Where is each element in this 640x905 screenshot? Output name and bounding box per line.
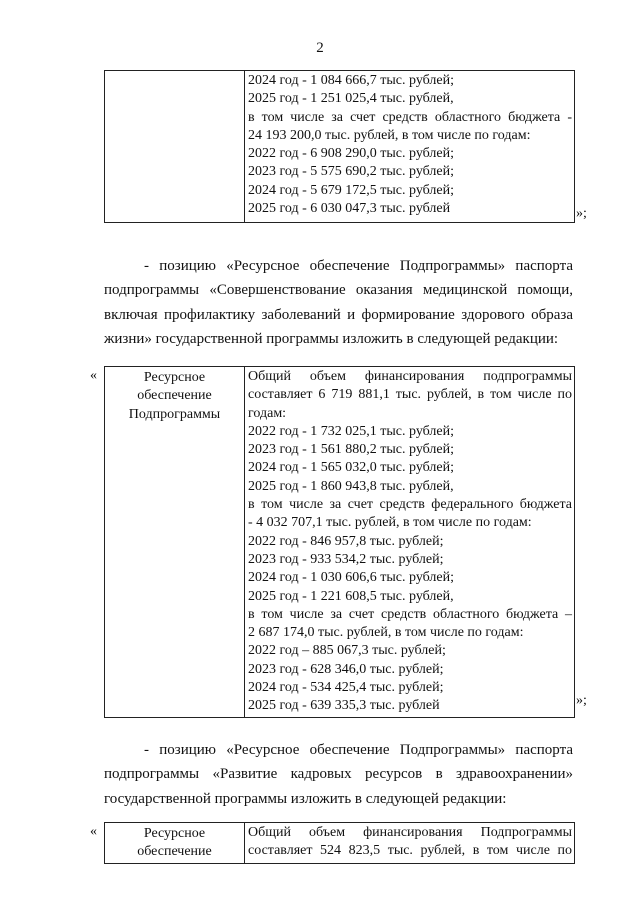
paragraph-line: подпрограммы «Развитие кадровых ресурсов в здравоохранении»: [104, 766, 573, 783]
value-line: Общий объем финансирования подпрограммы: [248, 369, 572, 384]
resource-table-continued: [104, 70, 575, 223]
table-value-cell: [245, 823, 575, 864]
table-label-cell: [105, 823, 245, 864]
label-line: обеспечение: [137, 844, 212, 860]
value-lines: [245, 71, 574, 219]
value-line: 2 687 174,0 тыс. рублей, в том числе по годам:: [248, 625, 524, 641]
value-line: 2024 год - 5 679 172,5 тыс. рублей;: [248, 182, 455, 198]
value-line: 2023 год - 628 346,0 тыс. рублей;: [248, 661, 444, 677]
opening-quote: «: [90, 824, 97, 839]
value-line: в том числе за счет средств областного бюджета –: [248, 606, 572, 622]
value-line: 24 193 200,0 тыс. рублей, в том числе по годам:: [248, 127, 531, 143]
value-line: 2022 год - 1 732 025,1 тыс. рублей;: [248, 423, 455, 439]
value-line: 2025 год - 6 030 047,3 тыс. рублей: [248, 201, 451, 217]
value-lines: [245, 823, 574, 862]
value-line: 2025 год - 1 860 943,8 тыс. рублей,: [248, 478, 454, 494]
resource-table-subprogram-personnel: [104, 822, 575, 864]
value-line: в том числе за счет средств федерального бюджета: [248, 497, 572, 513]
paragraph-line: включая профилактику заболеваний и формирование здорового образа: [104, 306, 573, 323]
instruction-paragraph-2: [104, 738, 573, 811]
value-line: 2023 год - 5 575 690,2 тыс. рублей;: [248, 164, 455, 180]
page-number: 2: [316, 40, 324, 56]
label-line: Подпрограммы: [128, 406, 221, 422]
value-line: 2022 год – 885 067,3 тыс. рублей;: [248, 643, 446, 659]
value-line: 2023 год - 933 534,2 тыс. рублей;: [248, 551, 444, 567]
paragraph-line: подпрограммы «Совершенствование оказания медицинской помощи,: [104, 282, 573, 299]
resource-table-subprogram-medical-care: [104, 366, 575, 718]
table-value-cell: [245, 367, 575, 718]
value-line: - 4 032 707,1 тыс. рублей, в том числе по годам:: [248, 515, 532, 531]
table-label-cell: [105, 71, 245, 223]
value-line: в том числе за счет средств областного бюджета -: [248, 109, 572, 125]
table-label-cell: [105, 367, 245, 718]
paragraph-line: - позицию «Ресурсное обеспечение Подпрограммы» паспорта: [144, 258, 573, 274]
value-line: 2022 год - 6 908 290,0 тыс. рублей;: [248, 146, 455, 162]
paragraph-line: жизни» государственной программы изложить в следующей редакции:: [104, 330, 559, 347]
value-line: 2025 год - 1 251 025,4 тыс. рублей,: [248, 91, 454, 107]
value-line: составляет 524 823,5 тыс. рублей, в том числе по: [248, 843, 572, 859]
instruction-paragraph-1: [104, 254, 573, 351]
value-line: годам:: [248, 405, 287, 421]
closing-quote: »;: [576, 206, 587, 221]
paragraph-line: - позицию «Ресурсное обеспечение Подпрограммы» паспорта: [144, 742, 573, 758]
label-line: Ресурсное: [143, 826, 206, 841]
closing-quote: »;: [576, 693, 587, 708]
value-line: 2025 год - 1 221 608,5 тыс. рублей,: [248, 588, 454, 604]
value-line: составляет 6 719 881,1 тыс. рублей, в том числе по: [248, 387, 572, 403]
value-line: 2024 год - 534 425,4 тыс. рублей;: [248, 680, 444, 696]
value-line: 2024 год - 1 030 606,6 тыс. рублей;: [248, 570, 455, 586]
value-line: 2023 год - 1 561 880,2 тыс. рублей;: [248, 442, 455, 458]
label-line: обеспечение: [137, 388, 212, 404]
paragraph-line: государственной программы изложить в следующей редакции:: [104, 790, 507, 807]
value-line: 2024 год - 1 084 666,7 тыс. рублей;: [248, 73, 455, 88]
value-lines: [245, 367, 574, 717]
value-line: 2024 год - 1 565 032,0 тыс. рублей;: [248, 460, 455, 476]
label-line: Ресурсное: [143, 370, 206, 385]
value-line: Общий объем финансирования Подпрограммы: [248, 825, 572, 840]
value-line: 2025 год - 639 335,3 тыс. рублей: [248, 698, 440, 714]
value-line: 2022 год - 846 957,8 тыс. рублей;: [248, 533, 444, 549]
table-value-cell: [245, 71, 575, 223]
opening-quote: «: [90, 368, 97, 383]
